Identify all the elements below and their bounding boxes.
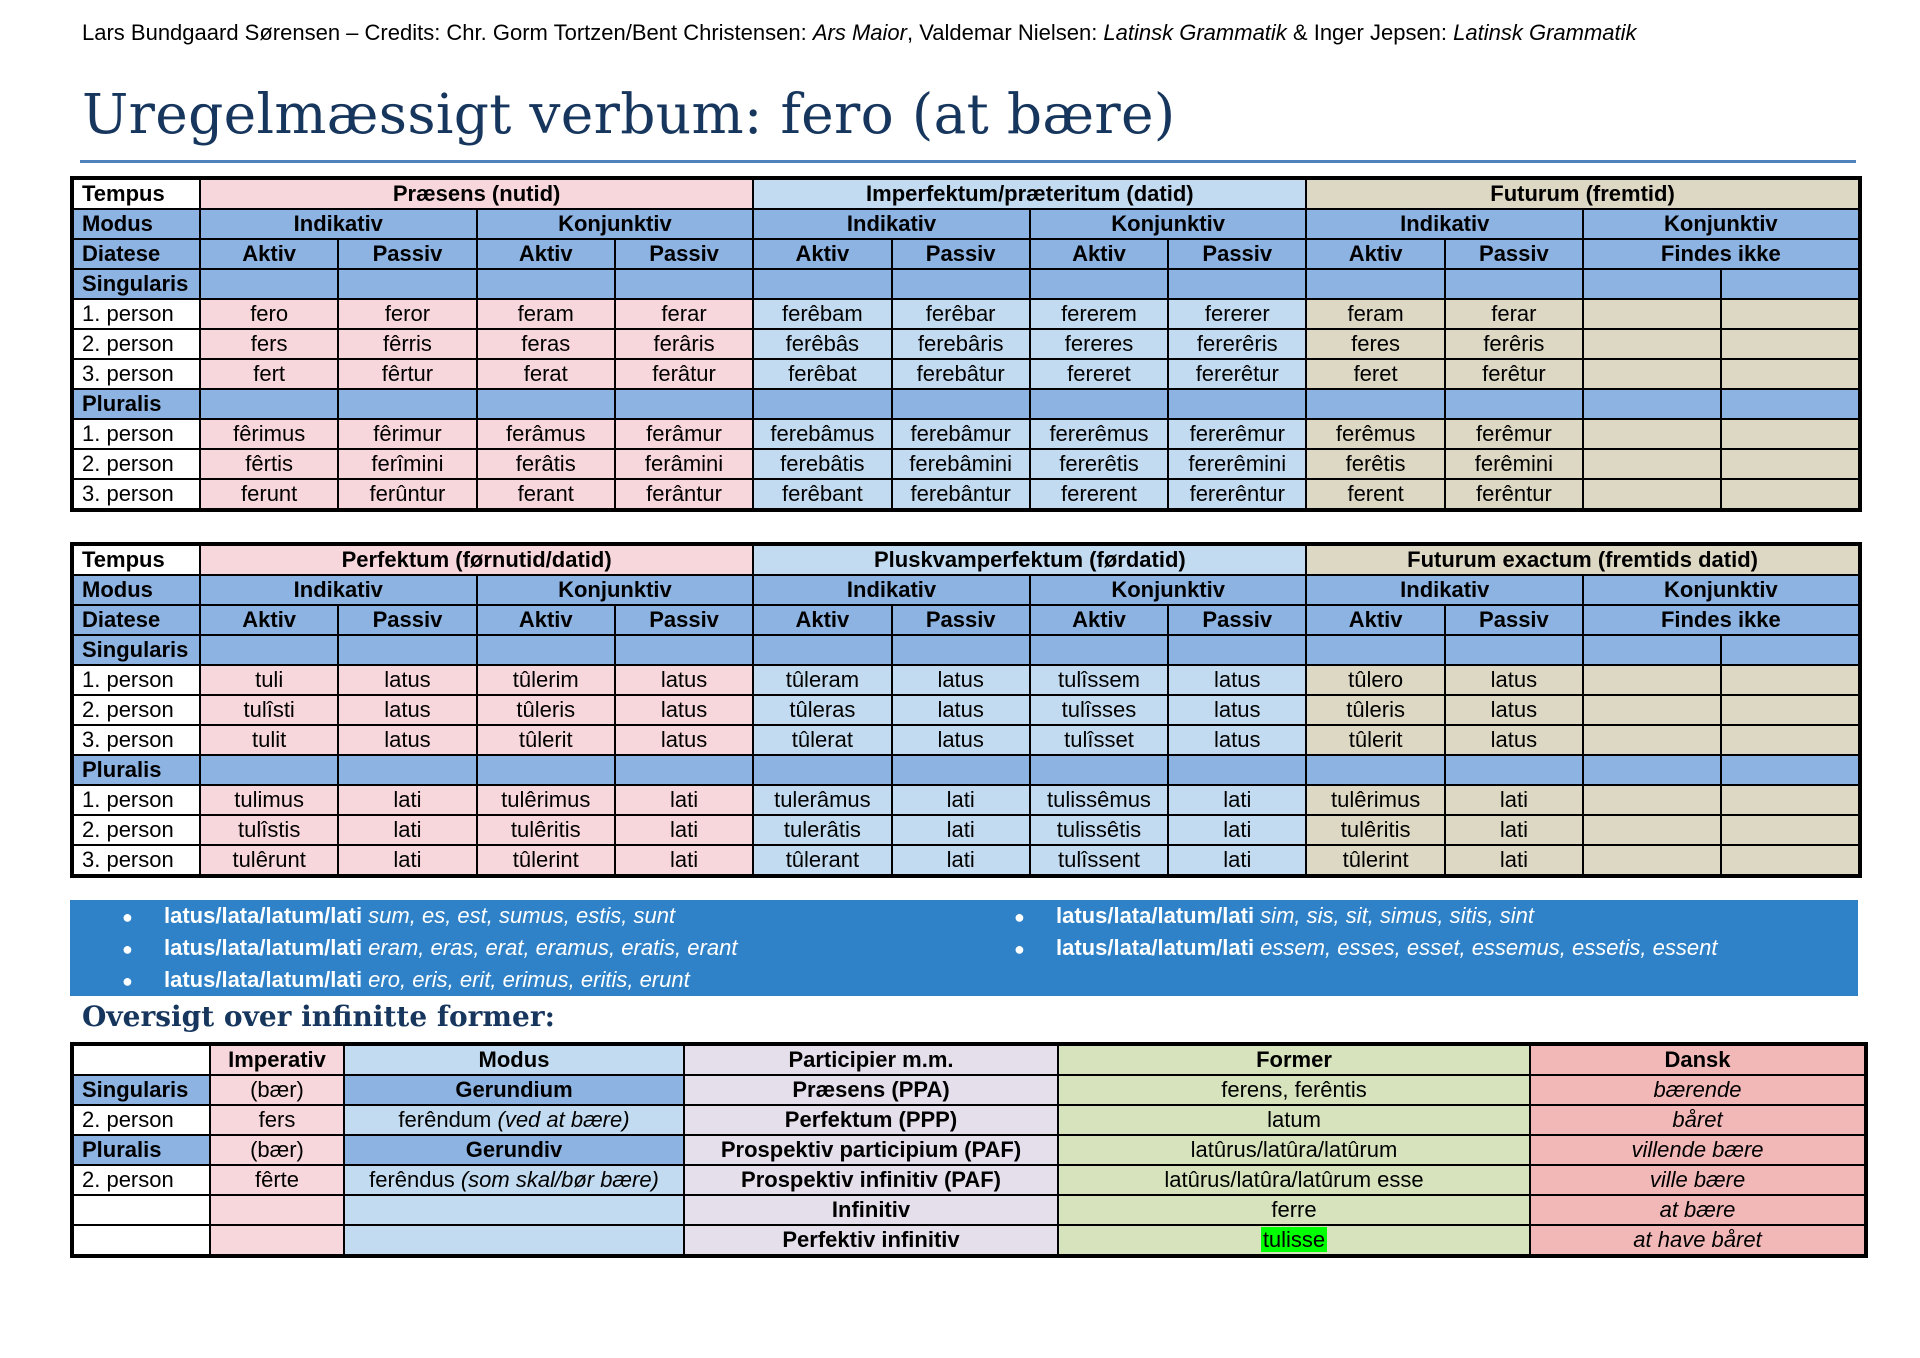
form-cell: fererêmus	[1030, 419, 1168, 449]
tense-header: Futurum exactum (fremtids datid)	[1306, 544, 1859, 575]
pluralis-row	[72, 755, 1860, 785]
form-cell: ferâris	[615, 329, 753, 359]
person-label: 1. person	[72, 299, 200, 329]
form-cell: fererer	[1168, 299, 1306, 329]
danish-cell: villende bære	[1530, 1135, 1866, 1165]
form-cell: tûlero	[1306, 665, 1444, 695]
pluralis-label: Pluralis	[72, 755, 200, 785]
form-cell: ferîmini	[338, 449, 476, 479]
tense-header: Perfektum (førnutid/datid)	[200, 544, 753, 575]
bullet-icon: ●	[122, 907, 133, 927]
form-cell: ferent	[1306, 479, 1444, 510]
form-cell: fererêtis	[1030, 449, 1168, 479]
form-cell: tulîssent	[1030, 845, 1168, 876]
diatese-row	[72, 239, 1860, 269]
form-cell: fererêntur	[1168, 479, 1306, 510]
credits-book-1: Ars Maior	[812, 20, 907, 45]
column-header: Former	[1058, 1044, 1530, 1075]
form-cell: feres	[1306, 329, 1444, 359]
form-cell: fererem	[1030, 299, 1168, 329]
mood-header: Konjunktiv	[477, 209, 754, 239]
form-cell: lati	[892, 845, 1030, 876]
danish-cell: ville bære	[1530, 1165, 1866, 1195]
form-cell: ferat	[477, 359, 615, 389]
column-header: Modus	[344, 1044, 684, 1075]
participle-label: Prospektiv infinitiv (PAF)	[684, 1165, 1058, 1195]
form-cell: tulissêtis	[1030, 815, 1168, 845]
voice-header: Aktiv	[1306, 605, 1444, 635]
form-cell: ferêbant	[753, 479, 891, 510]
modus-cell	[344, 1105, 684, 1135]
person-label: 2. person	[72, 1105, 210, 1135]
form-cell: fererêris	[1168, 329, 1306, 359]
danish-cell: at have båret	[1530, 1225, 1866, 1256]
highlighted-form: tulisse	[1262, 1227, 1326, 1252]
voice-header: Aktiv	[200, 605, 338, 635]
mood-header: Konjunktiv	[1583, 575, 1860, 605]
tempus-row	[72, 178, 1860, 209]
form-cell: fêrimur	[338, 419, 476, 449]
form-cell: ferunt	[200, 479, 338, 510]
credits-book-3: Latinsk Grammatik	[1453, 20, 1637, 45]
form-cell: lati	[1168, 845, 1306, 876]
form-cell: tûlerint	[1306, 845, 1444, 876]
danish-cell: at bære	[1530, 1195, 1866, 1225]
notes-band-right-bottom	[1020, 964, 1858, 996]
table-row	[72, 299, 1860, 329]
table-row	[72, 359, 1860, 389]
pluralis-label: Pluralis	[72, 1135, 210, 1165]
list-item	[122, 932, 737, 964]
note-forms: eram, eras, erat, eramus, eratis, erant	[362, 935, 738, 960]
table-row	[72, 1165, 1866, 1195]
voice-header: Passiv	[892, 239, 1030, 269]
form-cell: tûlerant	[753, 845, 891, 876]
tempus-label: Tempus	[72, 544, 200, 575]
form-cell: latus	[1445, 665, 1583, 695]
column-header: Imperativ	[210, 1044, 344, 1075]
gerundium-gloss: (ved at bære)	[497, 1107, 630, 1132]
form-cell: fererêmur	[1168, 419, 1306, 449]
list-item	[1014, 900, 1717, 932]
person-label: 1. person	[72, 785, 200, 815]
form-cell: lati	[615, 785, 753, 815]
form-cell: ferebâris	[892, 329, 1030, 359]
imperativ-cell: (bær)	[210, 1075, 344, 1105]
form-cell: ferâmur	[615, 419, 753, 449]
mood-header: Indikativ	[753, 209, 1030, 239]
voice-header: Aktiv	[753, 605, 891, 635]
note-stem: latus/lata/latum/lati	[164, 967, 363, 992]
form-cell: tûlerim	[477, 665, 615, 695]
form-cell: latûrus/latûra/latûrum esse	[1058, 1165, 1530, 1195]
bullet-icon: ●	[122, 939, 133, 959]
imperativ-cell: fers	[210, 1105, 344, 1135]
infinite-forms-table	[70, 1042, 1868, 1258]
form-cell: tûlerit	[477, 725, 615, 755]
form-cell: lati	[615, 815, 753, 845]
list-item	[122, 964, 737, 996]
gerundiv-form: ferêndus	[369, 1167, 455, 1192]
voice-header: Findes ikke	[1583, 605, 1860, 635]
note-stem: latus/lata/latum/lati	[164, 903, 363, 928]
table-row	[72, 449, 1860, 479]
tense-header: Imperfektum/præteritum (datid)	[753, 178, 1306, 209]
table-row	[72, 845, 1860, 876]
form-cell: ferar	[1445, 299, 1583, 329]
table-row	[72, 1075, 1866, 1105]
form-cell: tulîssem	[1030, 665, 1168, 695]
voice-header: Passiv	[1445, 605, 1583, 635]
form-cell: tulêritis	[1306, 815, 1444, 845]
tempus-label: Tempus	[72, 178, 200, 209]
person-label: 1. person	[72, 665, 200, 695]
table-row	[72, 695, 1860, 725]
form-cell: lati	[892, 785, 1030, 815]
table-row	[72, 665, 1860, 695]
form-cell: ferûntur	[338, 479, 476, 510]
form-cell: lati	[1168, 785, 1306, 815]
list-item	[1014, 932, 1717, 964]
singularis-row	[72, 269, 1860, 299]
form-cell: tulêrunt	[200, 845, 338, 876]
imperativ-cell: (bær)	[210, 1135, 344, 1165]
form-cell: latus	[892, 665, 1030, 695]
form-cell: latus	[338, 665, 476, 695]
form-cell: latus	[1445, 695, 1583, 725]
table-header-row	[72, 1044, 1866, 1075]
form-cell: ferâtur	[615, 359, 753, 389]
person-label: 2. person	[72, 815, 200, 845]
form-cell: ferântur	[615, 479, 753, 510]
form-cell: ferens, ferêntis	[1058, 1075, 1530, 1105]
mood-header: Indikativ	[1306, 209, 1583, 239]
voice-header: Findes ikke	[1583, 239, 1860, 269]
form-cell: feror	[338, 299, 476, 329]
form-cell: tûlerat	[753, 725, 891, 755]
column-header: Participier m.m.	[684, 1044, 1058, 1075]
voice-header: Passiv	[615, 239, 753, 269]
form-cell: lati	[1445, 815, 1583, 845]
column-header: Dansk	[1530, 1044, 1866, 1075]
credits-line	[82, 20, 1637, 46]
conjugation-table-perfect-system	[70, 542, 1862, 878]
form-cell: fêrris	[338, 329, 476, 359]
form-cell: latus	[892, 725, 1030, 755]
form-cell: fero	[200, 299, 338, 329]
form-cell: fererent	[1030, 479, 1168, 510]
table-row	[72, 1195, 1866, 1225]
tense-header: Futurum (fremtid)	[1306, 178, 1859, 209]
participle-label: Perfektiv infinitiv	[684, 1225, 1058, 1256]
form-cell: latus	[1168, 725, 1306, 755]
person-label: 3. person	[72, 479, 200, 510]
danish-cell: bærende	[1530, 1075, 1866, 1105]
form-cell: ferâmus	[477, 419, 615, 449]
participle-label: Perfektum (PPP)	[684, 1105, 1058, 1135]
person-label: 3. person	[72, 725, 200, 755]
participle-label: Infinitiv	[684, 1195, 1058, 1225]
form-cell: fert	[200, 359, 338, 389]
form-cell: ferâmini	[615, 449, 753, 479]
form-cell: lati	[1445, 845, 1583, 876]
pluralis-label: Pluralis	[72, 389, 200, 419]
form-cell: fereres	[1030, 329, 1168, 359]
form-cell: tulîsset	[1030, 725, 1168, 755]
form-cell: lati	[1445, 785, 1583, 815]
diatese-row	[72, 605, 1860, 635]
diatese-label: Diatese	[72, 239, 200, 269]
voice-header: Aktiv	[1306, 239, 1444, 269]
form-cell: fers	[200, 329, 338, 359]
note-forms: essem, esses, esset, essemus, essetis, essent	[1254, 935, 1718, 960]
form-cell: tulêrimus	[477, 785, 615, 815]
bullet-icon: ●	[1014, 939, 1025, 959]
table-row	[72, 329, 1860, 359]
table-row	[72, 785, 1860, 815]
form-cell: latus	[892, 695, 1030, 725]
gerundiv-gloss: (som skal/bør bære)	[460, 1167, 659, 1192]
note-forms: sum, es, est, sumus, estis, sunt	[362, 903, 676, 928]
form-cell: tulîstis	[200, 815, 338, 845]
mood-header: Konjunktiv	[477, 575, 754, 605]
page-title: Uregelmæssigt verbum: fero (at bære)	[82, 82, 1176, 146]
note-stem: latus/lata/latum/lati	[1056, 903, 1255, 928]
tense-header: Pluskvamperfektum (førdatid)	[753, 544, 1306, 575]
form-cell: ferêmini	[1445, 449, 1583, 479]
form-cell: tûleram	[753, 665, 891, 695]
form-cell: fererêmini	[1168, 449, 1306, 479]
form-cell: ferant	[477, 479, 615, 510]
voice-header: Aktiv	[200, 239, 338, 269]
modus-label: Modus	[72, 575, 200, 605]
mood-header: Indikativ	[753, 575, 1030, 605]
form-cell: lati	[615, 845, 753, 876]
modus-label: Modus	[72, 209, 200, 239]
imperativ-cell: fêrte	[210, 1165, 344, 1195]
table-row	[72, 725, 1860, 755]
form-cell: ferêntur	[1445, 479, 1583, 510]
form-cell: tulêritis	[477, 815, 615, 845]
form-cell: tulimus	[200, 785, 338, 815]
danish-cell: båret	[1530, 1105, 1866, 1135]
note-forms: sim, sis, sit, simus, sitis, sint	[1254, 903, 1534, 928]
form-cell: feret	[1306, 359, 1444, 389]
note-forms: ero, eris, erit, erimus, eritis, erunt	[362, 967, 690, 992]
singularis-row	[72, 635, 1860, 665]
form-cell: ferebâmus	[753, 419, 891, 449]
table-row	[72, 1105, 1866, 1135]
form-cell: fererêtur	[1168, 359, 1306, 389]
form-cell: tulissêmus	[1030, 785, 1168, 815]
voice-header: Passiv	[892, 605, 1030, 635]
form-cell: ferre	[1058, 1195, 1530, 1225]
form-cell: feras	[477, 329, 615, 359]
note-stem: latus/lata/latum/lati	[164, 935, 363, 960]
person-label: 2. person	[72, 1165, 210, 1195]
voice-header: Passiv	[1168, 239, 1306, 269]
form-cell: ferebâtur	[892, 359, 1030, 389]
table-row	[72, 419, 1860, 449]
voice-header: Aktiv	[477, 239, 615, 269]
mood-header: Konjunktiv	[1030, 575, 1307, 605]
form-cell: tuli	[200, 665, 338, 695]
form-cell: latus	[615, 665, 753, 695]
periphrastic-notes	[70, 900, 1858, 996]
voice-header: Passiv	[1445, 239, 1583, 269]
form-cell: ferêris	[1445, 329, 1583, 359]
form-cell: ferar	[615, 299, 753, 329]
form-cell: ferebâmur	[892, 419, 1030, 449]
form-cell: tulerâtis	[753, 815, 891, 845]
diatese-label: Diatese	[72, 605, 200, 635]
form-cell: fereret	[1030, 359, 1168, 389]
form-cell: tulîsses	[1030, 695, 1168, 725]
form-cell: tulit	[200, 725, 338, 755]
credits-prefix: Lars Bundgaard Sørensen – Credits: Chr. Gorm Tortzen/Bent Christensen:	[82, 20, 813, 45]
form-cell: fêrimus	[200, 419, 338, 449]
table-row	[72, 815, 1860, 845]
voice-header: Passiv	[338, 605, 476, 635]
form-cell	[1058, 1225, 1530, 1256]
form-cell: lati	[1168, 815, 1306, 845]
tense-header: Præsens (nutid)	[200, 178, 753, 209]
notes-list-left	[122, 900, 737, 996]
credits-mid-1: , Valdemar Nielsen:	[906, 20, 1104, 45]
voice-header: Aktiv	[1030, 605, 1168, 635]
bullet-icon: ●	[1014, 907, 1025, 927]
singularis-label: Singularis	[72, 635, 200, 665]
voice-header: Aktiv	[1030, 239, 1168, 269]
voice-header: Passiv	[615, 605, 753, 635]
form-cell: ferêtur	[1445, 359, 1583, 389]
form-cell: ferêbâs	[753, 329, 891, 359]
person-label: 2. person	[72, 695, 200, 725]
form-cell: latus	[338, 725, 476, 755]
tempus-row	[72, 544, 1860, 575]
form-cell: latus	[1168, 665, 1306, 695]
bullet-icon: ●	[122, 971, 133, 991]
form-cell: tulerâmus	[753, 785, 891, 815]
form-cell: tûleris	[1306, 695, 1444, 725]
form-cell: latûrus/latûra/latûrum	[1058, 1135, 1530, 1165]
singularis-label: Singularis	[72, 1075, 210, 1105]
form-cell: tulêrimus	[1306, 785, 1444, 815]
table-row	[72, 479, 1860, 510]
list-item	[122, 900, 737, 932]
form-cell: feram	[1306, 299, 1444, 329]
notes-list-right	[1014, 900, 1717, 964]
modus-cell	[344, 1165, 684, 1195]
person-label: 1. person	[72, 419, 200, 449]
form-cell: tûlerint	[477, 845, 615, 876]
form-cell: latus	[615, 695, 753, 725]
form-cell: ferebâmini	[892, 449, 1030, 479]
form-cell: feram	[477, 299, 615, 329]
form-cell: latus	[1168, 695, 1306, 725]
form-cell: ferâtis	[477, 449, 615, 479]
note-stem: latus/lata/latum/lati	[1056, 935, 1255, 960]
participle-label: Prospektiv participium (PAF)	[684, 1135, 1058, 1165]
form-cell: fêrtis	[200, 449, 338, 479]
voice-header: Passiv	[338, 239, 476, 269]
form-cell: ferêmur	[1445, 419, 1583, 449]
form-cell: lati	[892, 815, 1030, 845]
form-cell: tulîsti	[200, 695, 338, 725]
person-label: 2. person	[72, 329, 200, 359]
form-cell: tûleras	[753, 695, 891, 725]
gerundium-form: ferêndum	[398, 1107, 492, 1132]
credits-mid-2: & Inger Jepsen:	[1286, 20, 1454, 45]
person-label: 3. person	[72, 845, 200, 876]
conjugation-table-present-system	[70, 176, 1862, 512]
form-cell: latus	[615, 725, 753, 755]
title-rule	[80, 160, 1856, 163]
section-subtitle: Oversigt over infinitte former:	[82, 1000, 555, 1033]
mood-header: Konjunktiv	[1030, 209, 1307, 239]
form-cell: ferêbar	[892, 299, 1030, 329]
form-cell: lati	[338, 785, 476, 815]
pluralis-row	[72, 389, 1860, 419]
form-cell: tûleris	[477, 695, 615, 725]
mood-header: Konjunktiv	[1583, 209, 1860, 239]
form-cell: ferêbat	[753, 359, 891, 389]
mood-header: Indikativ	[200, 209, 477, 239]
table-row	[72, 1225, 1866, 1256]
form-cell: tûlerit	[1306, 725, 1444, 755]
modus-row	[72, 209, 1860, 239]
form-cell: fêrtur	[338, 359, 476, 389]
modus-cell: Gerundium	[344, 1075, 684, 1105]
form-cell: latum	[1058, 1105, 1530, 1135]
participle-label: Præsens (PPA)	[684, 1075, 1058, 1105]
form-cell: latus	[338, 695, 476, 725]
voice-header: Passiv	[1168, 605, 1306, 635]
voice-header: Aktiv	[753, 239, 891, 269]
mood-header: Indikativ	[1306, 575, 1583, 605]
modus-row	[72, 575, 1860, 605]
form-cell: lati	[338, 815, 476, 845]
form-cell: ferêmus	[1306, 419, 1444, 449]
voice-header: Aktiv	[477, 605, 615, 635]
form-cell: ferêbam	[753, 299, 891, 329]
form-cell: ferebâtis	[753, 449, 891, 479]
form-cell: lati	[338, 845, 476, 876]
singularis-label: Singularis	[72, 269, 200, 299]
modus-cell: Gerundiv	[344, 1135, 684, 1165]
table-row	[72, 1135, 1866, 1165]
notes-band-right-tail	[960, 964, 1020, 996]
person-label: 2. person	[72, 449, 200, 479]
mood-header: Indikativ	[200, 575, 477, 605]
form-cell: ferebântur	[892, 479, 1030, 510]
person-label: 3. person	[72, 359, 200, 389]
form-cell: ferêtis	[1306, 449, 1444, 479]
credits-book-2: Latinsk Grammatik	[1103, 20, 1287, 45]
form-cell: latus	[1445, 725, 1583, 755]
